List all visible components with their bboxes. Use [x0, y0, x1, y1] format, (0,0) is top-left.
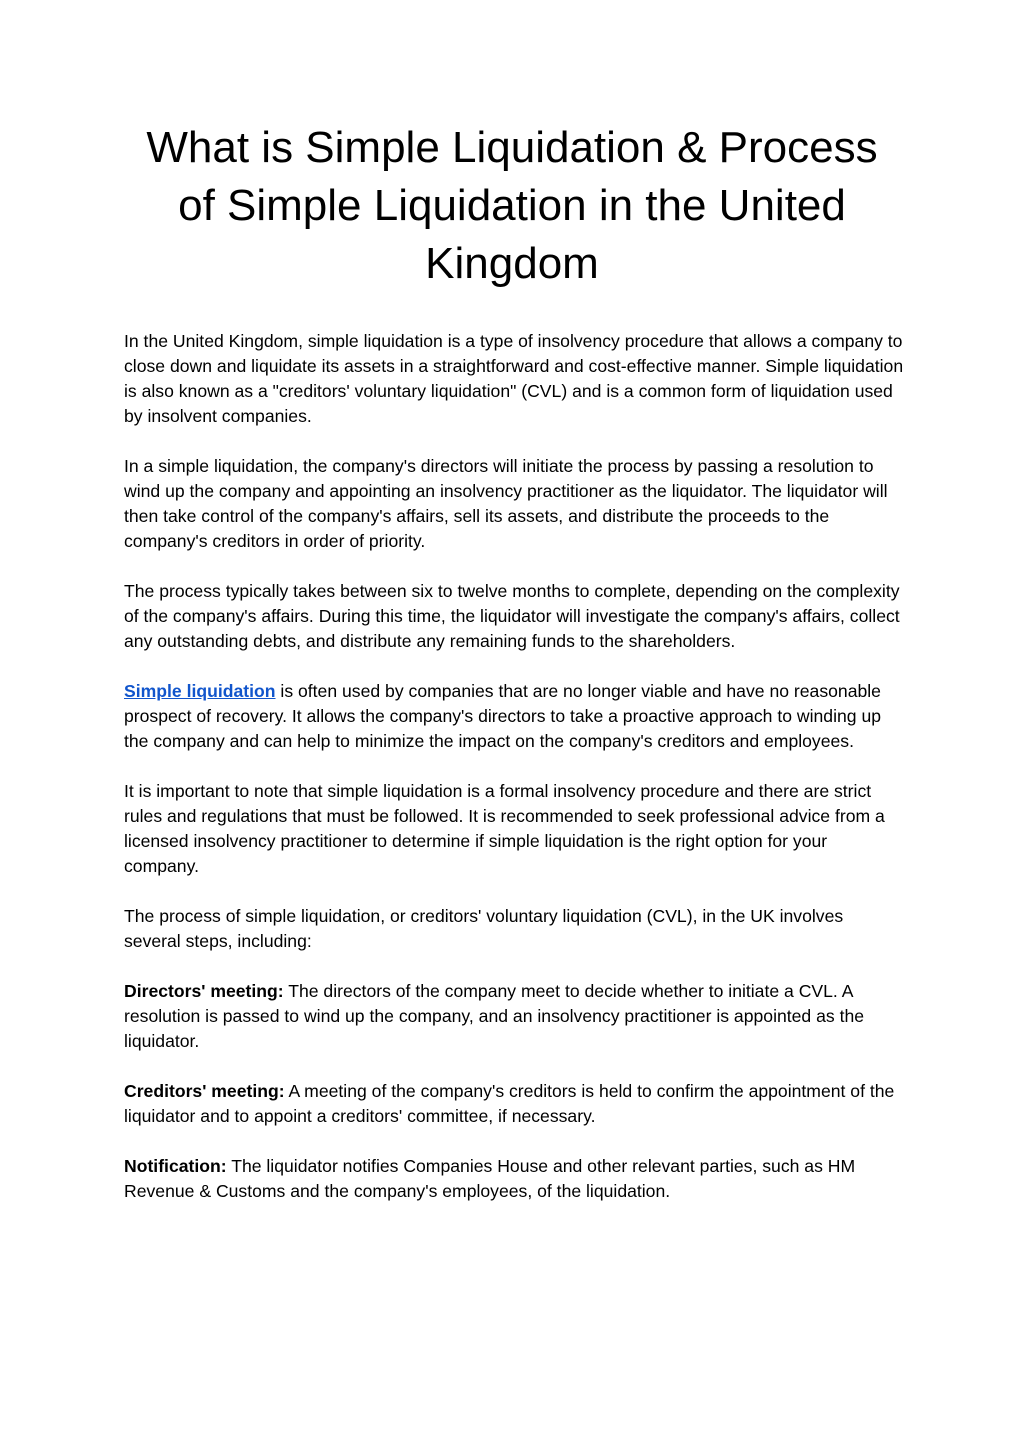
step-directors-meeting — [124, 979, 904, 1054]
paragraph-important: It is important to note that simple liquidation is a formal insolvency procedure and there are strict rules and regulations that must be followed. It is recommended to seek professional advice from a licensed insolvency practitioner to determine if simple liquidation is the right option for your company. — [124, 781, 885, 876]
paragraph-process: In a simple liquidation, the company's directors will initiate the process by passing a resolution to wind up the company and appointing an insolvency practitioner as the liquidator. The liquidator will then take control of the company's affairs, sell its assets, and distribute the proceeds to the company's creditors in order of priority. — [124, 456, 888, 551]
step-term: Notification: — [124, 1156, 227, 1176]
simple-liquidation-link[interactable]: Simple liquidation — [124, 681, 276, 701]
step-term: Creditors' meeting: — [124, 1081, 285, 1101]
paragraph-link-rest: is often used by companies that are no longer viable and have no reasonable prospect of recovery. It allows the company's directors to take a proactive approach to winding up the company and can help to minimize the impact on the company's creditors and employees. — [124, 681, 882, 751]
step-term: Directors' meeting: — [124, 981, 284, 1001]
step-creditors-meeting — [124, 1079, 904, 1129]
document-title — [124, 0, 900, 293]
document-body — [124, 329, 904, 1204]
title-line-3: Kingdom — [425, 239, 599, 288]
title-line-1: What is Simple Liquidation & Process — [146, 123, 878, 172]
step-text: A meeting of the company's creditors is held to confirm the appointment of the liquidator and to appoint a creditors' committee, if necessary. — [124, 1081, 895, 1126]
paragraph-link — [124, 679, 904, 754]
step-notification — [124, 1154, 904, 1204]
paragraph-intro: In the United Kingdom, simple liquidation is a type of insolvency procedure that allows a company to close down and liquidate its assets in a straightforward and cost-effective manner. Simple liquidation is also known as a "creditors' voluntary liquidation" (CVL) and is a common form of liquidation used by insolvent companies. — [124, 331, 904, 426]
step-text: The liquidator notifies Companies House and other relevant parties, such as HM Revenue & Customs and the company's employees, of the liquidation. — [124, 1156, 856, 1201]
paragraph-duration: The process typically takes between six to twelve months to complete, depending on the complexity of the company's affairs. During this time, the liquidator will investigate the company's affairs, collect any outstanding debts, and distribute any remaining funds to the shareholders. — [124, 581, 900, 651]
paragraph-steps-intro: The process of simple liquidation, or creditors' voluntary liquidation (CVL), in the UK involves several steps, including: — [124, 906, 844, 951]
step-text: The directors of the company meet to decide whether to initiate a CVL. A resolution is passed to wind up the company, and an insolvency practitioner is appointed as the liquidator. — [124, 981, 865, 1051]
title-line-2: of Simple Liquidation in the United — [178, 181, 846, 230]
